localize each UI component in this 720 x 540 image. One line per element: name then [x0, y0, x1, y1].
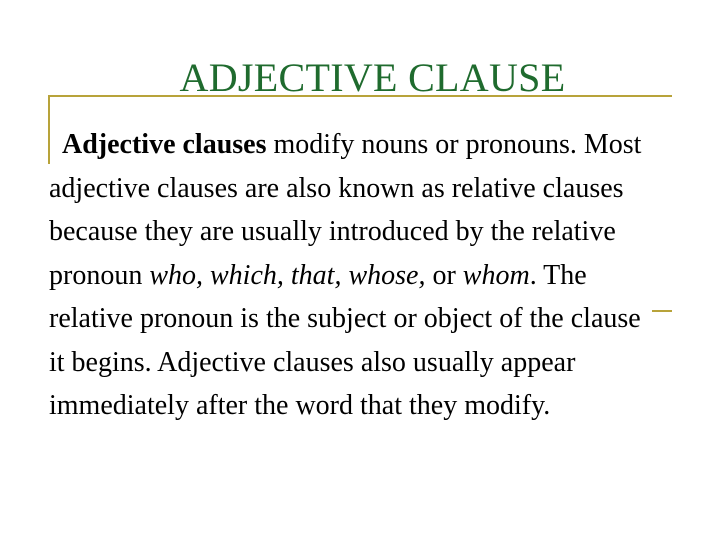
paragraph-text-2: . The relative pronoun is the subject or object of the clause it begins. Adjective clauses also usually appear immediately after the word that they modify.: [49, 259, 641, 421]
conjunction-or: or: [425, 259, 463, 291]
paragraph-text-1: modify nouns or pronouns. Most adjective clauses are also known as relative clauses because they are usually introduced by the relative pronoun: [49, 129, 642, 291]
definition-paragraph: [49, 123, 659, 428]
relative-pronouns-list: who, which, that, whose,: [149, 259, 426, 291]
slide-title: ADJECTIVE CLAUSE: [179, 55, 566, 100]
pronoun-whom: whom: [462, 259, 530, 291]
term-adjective-clauses: Adjective clauses: [62, 129, 267, 160]
